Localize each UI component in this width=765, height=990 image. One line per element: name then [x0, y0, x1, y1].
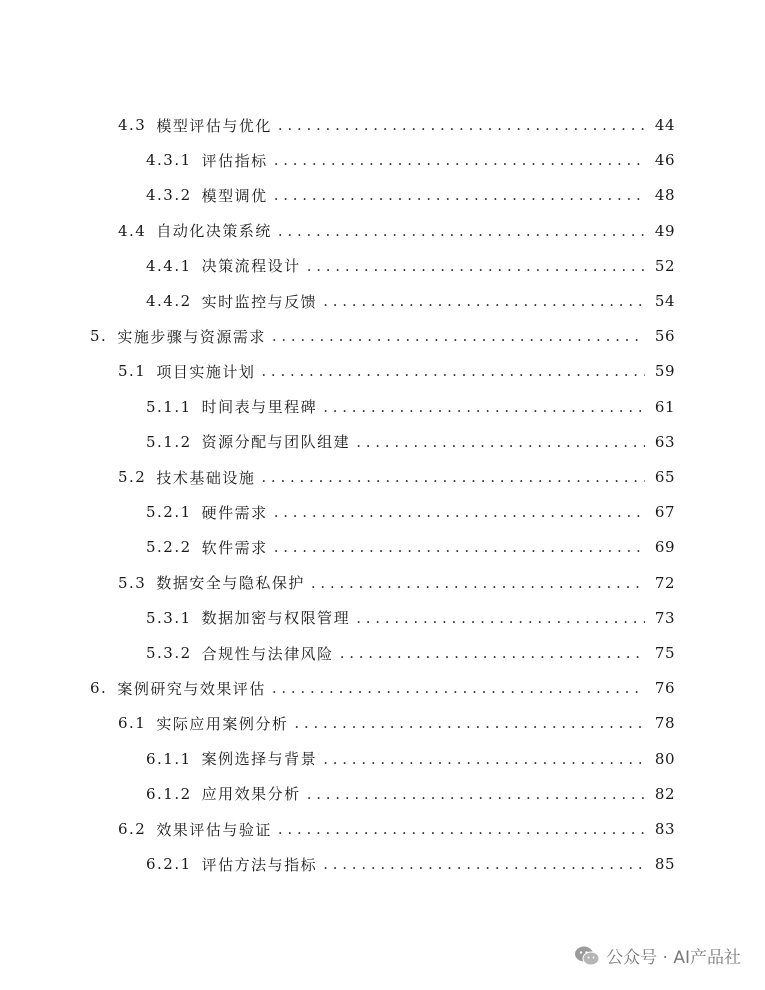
toc-entry-number: 6.2 — [118, 820, 147, 838]
toc-entry[interactable] — [0, 112, 675, 138]
toc-entry-title: 应用效果分析 — [201, 785, 301, 804]
toc-entry-number: 4.3.1 — [146, 151, 192, 170]
toc-entry-title: 技术基础设施 — [156, 468, 256, 487]
toc-entry-number: 6.1.1 — [146, 749, 192, 768]
toc-dot-leader — [272, 679, 645, 697]
toc-entry[interactable] — [0, 781, 675, 807]
toc-dot-leader — [307, 257, 645, 275]
toc-entry-page-number: 78 — [654, 714, 675, 733]
toc-dot-leader — [278, 820, 645, 838]
toc-entry[interactable] — [0, 499, 675, 525]
watermark-text: 公众号 · AI产品社 — [606, 948, 741, 968]
toc-entry[interactable] — [0, 816, 675, 842]
toc-entry-page-number: 73 — [654, 608, 675, 627]
toc-entry-title: 评估指标 — [201, 151, 268, 170]
toc-dot-leader — [356, 433, 645, 451]
toc-entry-page-number: 72 — [654, 573, 675, 592]
toc-entry[interactable] — [0, 746, 675, 772]
toc-entry[interactable] — [0, 464, 675, 490]
toc-entry[interactable] — [0, 358, 675, 384]
toc-entry-number: 6.2.1 — [146, 855, 192, 874]
toc-entry-title: 实施步骤与资源需求 — [117, 327, 266, 346]
toc-entry-title: 时间表与里程碑 — [201, 398, 318, 417]
toc-entry-number: 4.4 — [118, 221, 147, 240]
toc-dot-leader — [307, 785, 645, 803]
toc-entry-number: 5.3 — [118, 573, 147, 592]
toc-entry-title: 决策流程设计 — [201, 257, 301, 276]
toc-entry-title: 数据加密与权限管理 — [201, 609, 351, 628]
toc-dot-leader — [323, 292, 645, 310]
toc-dot-leader — [311, 574, 645, 592]
toc-entry-number: 5. — [90, 327, 108, 346]
toc-entry-number: 5.3.1 — [146, 608, 192, 627]
toc-entry-page-number: 76 — [654, 679, 675, 698]
toc-entry-page-number: 46 — [654, 151, 675, 170]
toc-entry-number: 4.3.2 — [146, 186, 192, 205]
toc-entry-page-number: 75 — [654, 644, 675, 662]
toc-entry-title: 资源分配与团队组建 — [201, 433, 351, 452]
toc-entry[interactable] — [0, 218, 675, 244]
toc-entry[interactable] — [0, 675, 675, 701]
toc-entry-page-number: 65 — [654, 468, 675, 486]
toc-entry-title: 评估方法与指标 — [201, 855, 318, 874]
toc-entry-number: 5.2 — [118, 468, 147, 486]
toc-entry[interactable] — [0, 288, 675, 314]
watermark — [574, 943, 741, 968]
toc-dot-leader — [356, 609, 645, 627]
toc-entry-number: 5.1 — [118, 362, 147, 381]
toc-entry-title: 案例研究与效果评估 — [117, 679, 266, 698]
toc-entry-title: 软件需求 — [201, 538, 268, 557]
toc-entry-title: 实际应用案例分析 — [156, 714, 289, 733]
toc-entry[interactable] — [0, 851, 675, 877]
toc-entry-number: 5.2.1 — [146, 503, 192, 522]
toc-entry-title: 模型评估与优化 — [156, 116, 272, 135]
toc-entry-title: 合规性与法律风险 — [201, 644, 334, 663]
toc-entry[interactable] — [0, 147, 675, 173]
toc-entry-page-number: 67 — [654, 503, 675, 522]
toc-entry-page-number: 80 — [654, 749, 675, 768]
toc-entry-page-number: 52 — [654, 256, 675, 275]
toc-dot-leader — [261, 468, 645, 486]
toc-dot-leader — [340, 644, 645, 662]
toc-entry-page-number: 69 — [654, 538, 675, 557]
toc-entry[interactable] — [0, 605, 675, 631]
toc-entry-page-number: 56 — [654, 327, 675, 346]
toc-entry[interactable] — [0, 323, 675, 349]
toc-entry-number: 6.1.2 — [146, 784, 192, 803]
toc-dot-leader — [323, 398, 645, 416]
toc-entry-title: 项目实施计划 — [156, 362, 256, 381]
toc-entry-title: 硬件需求 — [201, 503, 268, 522]
toc-entry[interactable] — [0, 394, 675, 420]
toc-entry-title: 数据安全与隐私保护 — [156, 574, 305, 593]
toc-dot-leader — [274, 538, 645, 556]
toc-entry-page-number: 82 — [654, 784, 675, 803]
toc-entry-number: 5.1.1 — [146, 397, 192, 416]
toc-entry-page-number: 49 — [654, 221, 675, 240]
toc-entry-number: 6.1 — [118, 714, 147, 733]
toc-dot-leader — [278, 222, 645, 240]
toc-entry[interactable] — [0, 570, 675, 596]
toc-entry-number: 4.4.2 — [146, 292, 192, 310]
toc-dot-leader — [294, 714, 645, 732]
toc-entry-number: 5.3.2 — [146, 644, 192, 662]
toc-entry-number: 6. — [90, 679, 108, 698]
toc-entry[interactable] — [0, 710, 675, 736]
toc-entry-page-number: 48 — [654, 186, 675, 205]
toc-dot-leader — [274, 186, 645, 204]
wechat-icon — [574, 945, 600, 967]
toc-dot-leader — [274, 151, 645, 169]
toc-entry-page-number: 54 — [654, 292, 675, 310]
toc-entry-title: 效果评估与验证 — [156, 820, 272, 839]
toc-entry[interactable] — [0, 253, 675, 279]
toc-entry[interactable] — [0, 534, 675, 560]
toc-entry-number: 5.1.2 — [146, 432, 192, 451]
toc-dot-leader — [272, 327, 645, 345]
toc-entry-title: 模型调优 — [201, 186, 268, 205]
toc-dot-leader — [323, 750, 645, 768]
toc-entry-title: 实时监控与反馈 — [201, 292, 318, 311]
toc-entry-number: 4.4.1 — [146, 256, 192, 275]
toc-entry-number: 5.2.2 — [146, 538, 192, 557]
toc-entry-page-number: 85 — [654, 855, 675, 874]
toc-entry-page-number: 44 — [654, 116, 675, 134]
toc-dot-leader — [278, 116, 645, 134]
toc-entry-page-number: 59 — [654, 362, 675, 381]
toc-entry-title: 自动化决策系统 — [156, 222, 272, 241]
toc-dot-leader — [261, 362, 645, 380]
toc-entry[interactable] — [0, 640, 675, 666]
toc-entry[interactable] — [0, 429, 675, 455]
toc-dot-leader — [274, 503, 645, 521]
toc-entry-page-number: 83 — [654, 820, 675, 838]
toc-entry-title: 案例选择与背景 — [201, 750, 318, 769]
toc-entry-page-number: 61 — [654, 397, 675, 416]
toc-entry-page-number: 63 — [654, 432, 675, 451]
toc-dot-leader — [323, 855, 645, 873]
toc-entry[interactable] — [0, 182, 675, 208]
toc-entry-number: 4.3 — [118, 116, 147, 134]
